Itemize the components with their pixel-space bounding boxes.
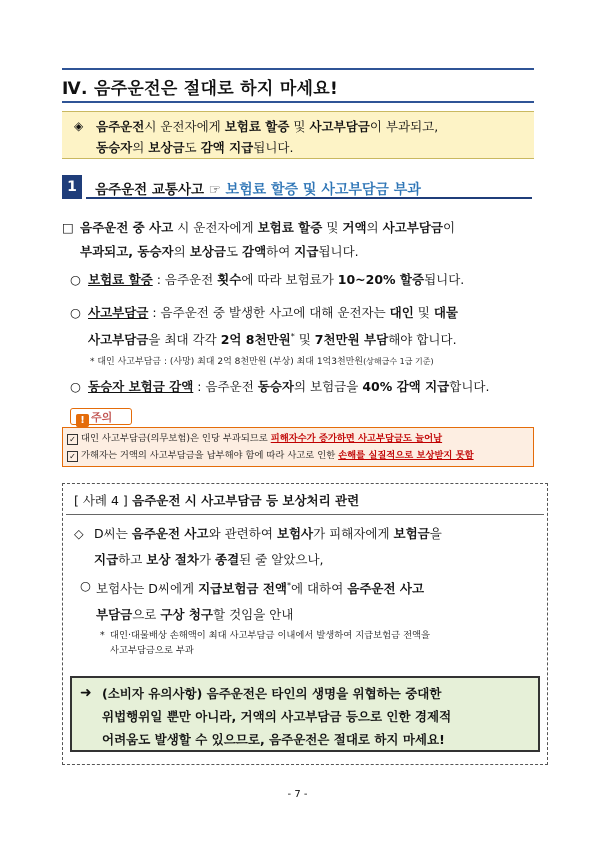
text-segment: 사고부담금 bbox=[309, 119, 370, 134]
text-segment: 음주운전 사고 bbox=[347, 581, 425, 597]
heading-number-badge: 1 bbox=[62, 175, 82, 199]
text-segment: * bbox=[287, 581, 291, 590]
text-segment: 감액 bbox=[242, 244, 267, 259]
text-segment: 지급보험금 전액 bbox=[198, 581, 287, 597]
text-segment: 보험금 bbox=[393, 526, 430, 541]
arrow-right-icon: ➜ bbox=[80, 685, 92, 701]
text-segment: 보험료 할증 bbox=[224, 119, 290, 134]
text-segment: 거액 bbox=[342, 220, 367, 235]
text-segment: 시 운전자에게 bbox=[144, 119, 225, 134]
text-segment: 도 bbox=[184, 140, 201, 155]
circle-bullet-icon: ○ bbox=[70, 379, 81, 394]
list-item-line bbox=[70, 375, 540, 399]
tip-line: 위법행위일 뿐만 아니라, 거액의 사고부담금 등으로 인한 경제적 bbox=[102, 709, 452, 724]
text-segment: 사고부담금 bbox=[88, 332, 149, 348]
text-segment: 가 피해자에게 bbox=[313, 526, 394, 541]
text-segment: 해야 합니다. bbox=[388, 332, 457, 348]
text-segment: 및 bbox=[289, 119, 310, 134]
caution-label bbox=[70, 408, 132, 425]
circle-bullet-icon: ○ bbox=[70, 272, 81, 287]
caution-label-text: 주의 bbox=[91, 411, 113, 424]
text-segment: 와 관련하여 bbox=[208, 526, 277, 541]
main-line-2 bbox=[62, 240, 540, 264]
case-line bbox=[80, 602, 540, 628]
caution-row bbox=[67, 431, 442, 447]
tip-line: 어려움도 발생할 수 있으므로, 음주운전은 절대로 하지 마세요! bbox=[102, 732, 445, 747]
title-rule-top bbox=[62, 68, 534, 70]
text-segment: 보험료 할증 bbox=[88, 272, 153, 287]
text-segment: 피해자수가 증가하면 사고부담금도 늘어남 bbox=[270, 433, 443, 444]
text-segment: 및 bbox=[294, 332, 315, 348]
text-segment: 가 bbox=[198, 552, 215, 567]
page-number: - 7 - bbox=[287, 789, 308, 800]
text-segment: 지급 bbox=[294, 244, 319, 259]
asterisk: * bbox=[100, 630, 105, 641]
caution-row-text bbox=[81, 433, 442, 444]
circle-bullet-icon: ○ bbox=[70, 305, 81, 320]
text-segment: 종결 bbox=[215, 552, 240, 567]
case-paragraph-1 bbox=[74, 521, 540, 573]
text-segment: 하여 bbox=[266, 244, 295, 259]
text-segment: 음주운전 사고 bbox=[131, 526, 209, 541]
warning-icon: ! bbox=[76, 414, 89, 427]
text-segment: : 음주운전 bbox=[193, 379, 258, 394]
summary-line-1 bbox=[96, 116, 526, 137]
text-segment: 을 bbox=[429, 526, 442, 541]
text-segment: : 음주운전 bbox=[152, 272, 218, 287]
text-segment: 보상금 bbox=[189, 244, 226, 259]
text-segment: 의 bbox=[173, 244, 190, 259]
text-segment: 음주운전 bbox=[96, 119, 145, 134]
list-item-passenger-reduction bbox=[70, 375, 540, 399]
text-segment: 보상금 bbox=[148, 140, 185, 155]
text-segment: 동승자 bbox=[96, 140, 133, 155]
list-item-line bbox=[70, 301, 540, 325]
text-segment: 보험료 할증 bbox=[257, 220, 323, 235]
text-segment: 40% 감액 지급 bbox=[362, 379, 450, 394]
text-segment: 2억 8천만원 bbox=[220, 332, 291, 348]
text-segment: * bbox=[290, 332, 295, 341]
text-segment: 됩니다. bbox=[253, 140, 294, 155]
hollow-diamond-icon: ◇ bbox=[74, 526, 84, 541]
text-segment: 7천만원 부담 bbox=[314, 332, 389, 348]
text-segment: 이 부과되고, bbox=[369, 119, 439, 134]
footnote bbox=[90, 354, 434, 367]
case-line bbox=[74, 521, 540, 547]
case-divider bbox=[66, 514, 544, 515]
case-footnote-line: 사고부담금으로 부과 bbox=[110, 645, 194, 656]
case-footnote-line: 대인·대물배상 손해액이 최대 사고부담금 이내에서 발생하여 지급보험금 전액을 bbox=[110, 630, 431, 641]
main-paragraph bbox=[62, 216, 540, 264]
text-segment: 됩니다. bbox=[424, 272, 465, 287]
text-segment: 10~20% 할증 bbox=[337, 272, 425, 287]
checkbox-icon: ✓ bbox=[67, 434, 78, 445]
heading-lead: 음주운전 교통사고 bbox=[95, 182, 205, 198]
case-paragraph-2 bbox=[80, 573, 540, 628]
summary-line-2 bbox=[96, 137, 526, 158]
text-segment: 음주운전 중 사고 bbox=[80, 220, 174, 235]
text-segment: 하고 bbox=[118, 552, 147, 567]
text-segment: : 음주운전 중 발생한 사고에 대해 운전자는 bbox=[148, 305, 390, 320]
text-segment: 가해자는 거액의 사고부담금을 납부해야 함에 따라 사고로 인한 bbox=[81, 450, 339, 461]
text-segment: 보험사는 D씨에게 bbox=[96, 581, 199, 597]
text-segment: 동승자 보험금 감액 bbox=[88, 379, 194, 394]
text-segment: 으로 bbox=[132, 607, 161, 623]
text-segment: 을 최대 각각 bbox=[148, 332, 221, 348]
checkbox-icon: ✓ bbox=[67, 451, 78, 462]
pointing-hand-icon: ☞ bbox=[208, 182, 221, 198]
text-segment: 대인 사고부담금(의무보험)은 인당 부과되므로 bbox=[81, 433, 271, 444]
text-segment: 지급 bbox=[94, 552, 119, 567]
text-segment: 사고부담금 bbox=[88, 305, 149, 320]
text-segment: 감액 지급 bbox=[200, 140, 254, 155]
list-item-line bbox=[70, 325, 540, 352]
footnote-text: * 대인 사고부담금 : (사망) 최대 2억 8천만원 (부상) 최대 1억3천만원 bbox=[90, 357, 364, 367]
list-item-line bbox=[70, 268, 540, 292]
text-segment: 구상 청구 bbox=[160, 607, 214, 623]
case-line bbox=[80, 573, 540, 602]
text-segment: 에 대하여 bbox=[291, 581, 348, 597]
tip-line: (소비자 유의사항) 음주운전은 타인의 생명을 위협하는 중대한 bbox=[102, 686, 442, 701]
text-segment: 손해를 실질적으로 보상받지 못함 bbox=[338, 450, 474, 461]
text-segment: 횟수 bbox=[217, 272, 242, 287]
text-segment: D씨는 bbox=[94, 526, 132, 541]
list-item-premium-surcharge bbox=[70, 268, 540, 292]
text-segment: 에 따라 보험료가 bbox=[241, 272, 338, 287]
title-rule-bottom bbox=[62, 101, 534, 103]
heading-topic: 보험료 할증 및 사고부담금 부과 bbox=[225, 182, 421, 198]
text-segment: 도 bbox=[225, 244, 242, 259]
text-segment: 의 보험금을 bbox=[293, 379, 363, 394]
summary-box bbox=[62, 111, 534, 159]
consumer-tip-box bbox=[70, 676, 540, 752]
footnote-small: (상해급수 1급 기준) bbox=[363, 357, 434, 366]
case-line bbox=[74, 547, 540, 573]
text-segment: 사고부담금 bbox=[382, 220, 443, 235]
text-segment: 및 bbox=[322, 220, 343, 235]
text-segment: 및 bbox=[413, 305, 434, 320]
diamond-bullet-icon: ◈ bbox=[74, 119, 84, 133]
case-title-text: 음주운전 시 사고부담금 등 보상처리 관련 bbox=[132, 493, 360, 508]
tip-text bbox=[102, 682, 534, 751]
text-segment: 부담금 bbox=[96, 607, 133, 623]
text-segment: 할 것임을 안내 bbox=[213, 607, 294, 623]
caution-row-text bbox=[81, 450, 474, 461]
text-segment: 합니다. bbox=[449, 379, 490, 394]
case-footnote bbox=[100, 628, 540, 658]
caution-box bbox=[62, 427, 534, 467]
section-title: Ⅳ. 음주운전은 절대로 하지 마세요! bbox=[62, 79, 339, 99]
text-segment: 대인 bbox=[389, 305, 414, 320]
text-segment: 된 줄 알았으나, bbox=[239, 552, 324, 567]
text-segment: 동승자 bbox=[257, 379, 294, 394]
text-segment: 부과되고, 동승자 bbox=[80, 244, 174, 259]
summary-text bbox=[96, 116, 526, 158]
main-line-1 bbox=[62, 216, 540, 240]
circle-bullet-icon: ○ bbox=[80, 578, 91, 593]
text-segment: 시 운전자에게 bbox=[173, 220, 258, 235]
square-bullet-icon: □ bbox=[62, 220, 74, 235]
case-title bbox=[74, 491, 359, 509]
text-segment: 보상 절차 bbox=[146, 552, 199, 567]
heading-1 bbox=[95, 178, 421, 199]
case-number: [ 사례 4 ] bbox=[74, 493, 128, 508]
text-segment: 됩니다. bbox=[318, 244, 359, 259]
text-segment: 대물 bbox=[433, 305, 459, 320]
caution-row bbox=[67, 448, 474, 464]
text-segment: 의 bbox=[132, 140, 149, 155]
text-segment: 의 bbox=[366, 220, 383, 235]
text-segment: 보험사 bbox=[276, 526, 314, 541]
list-item-accident-charge bbox=[70, 301, 540, 352]
text-segment: 이 bbox=[442, 220, 456, 235]
